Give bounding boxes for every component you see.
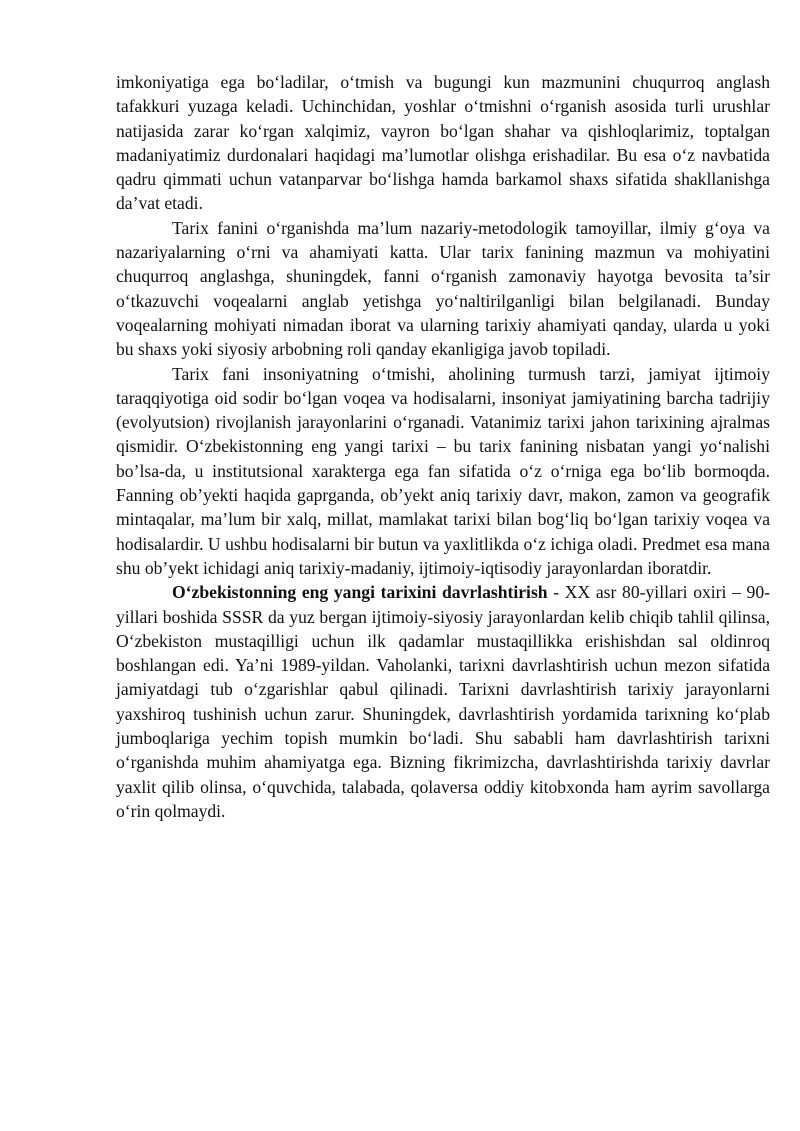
document-page [116, 70, 770, 823]
paragraph-periodization [116, 580, 770, 823]
paragraph-subject: Tarix fani insoniyatning o‘tmishi, aholining turmush tarzi, jamiyat ijtimoiy taraqqiyotiga oid sodir bo‘lgan voqea va hodisalarni, insoniyat jamiyatining barcha tadrijiy (evolyutsion) rivojlanish jarayonlarini o‘rganadi. Vatanimiz tarixi jahon tarixining ajralmas qismidir. O‘zbekistonning eng yangi tarixi – bu tarix fanining nisbatan yangi yo‘nalishi bo’lsa-da, u institutsional xarakterga ega fan sifatida o‘z o‘rniga ega bo‘lib bormoqda. Fanning ob’yekti haqida gaprganda, ob’yekt aniq tarixiy davr, makon, zamon va geografik mintaqalar, ma’lum bir xalq, millat, mamlakat tarixi bilan bog‘liq bo‘lgan tarixiy voqea va hodisalardir. U ushbu hodisalarni bir butun va yaxlitlikda o‘z ichiga oladi. Predmet esa mana shu ob’yekt ichidagi aniq tarixiy-madaniy, ijtimoiy-iqtisodiy jarayonlardan iboratdir. [116, 363, 770, 578]
paragraph-continuation: imkoniyatiga ega bo‘ladilar, o‘tmish va bugungi kun mazmunini chuqurroq anglash tafakkuri yuzaga keladi. Uchinchidan, yoshlar o‘tmishni o‘rganish asosida turli urushlar natijasida zarar ko‘rgan xalqimiz, vayron bo‘lgan shahar va qishloqlarimiz, toptalgan madaniyatimiz durdonalari haqidagi ma’lumotlar olishga erishadilar. Bu esa o‘z navbatida qadru qimmati uchun vatanparvar bo‘lishga hamda barkamol shaxs sifatida shakllanishga da’vat etadi. [116, 72, 770, 214]
bold-term: O‘zbekistonning eng yangi tarixini davrlashtirish [172, 582, 548, 603]
paragraph-periodization-text: - XX asr 80-yillari oxiri – 90- yillari boshida SSSR da yuz bergan ijtimoiy-siyosiy jarayonlardan kelib chiqib tahlil qilinsa, O‘zbekiston mustaqilligi uchun ilk qadamlar mustaqillikka erishishdan sal oldinroq boshlangan edi. Ya’ni 1989-yildan. Vaholanki, tarixni davrlashtirish uchun mezon sifatida jamiyatdagi tub o‘zgarishlar qabul qilinadi. Tarixni davrlashtirish tarixiy jarayonlarni yaxshiroq tushinish uchun zarur. Shuningdek, davrlashtirish yordamida tarixning ko‘plab jumboqlariga yechim topish mumkin bo‘ladi. Shu sababli ham davrlashtirish tarixni o‘rganishda muhim ahamiyatga ega. Bizning fikrimizcha, davrlashtirishda tarixiy davrlar yaxlit qilib olinsa, o‘quvchida, talabada, qolaversa oddiy kitobxonda ham ayrim savollarga o‘rin qolmaydi. [116, 582, 771, 821]
paragraph-methodology: Tarix fanini o‘rganishda ma’lum nazariy-metodologik tamoyillar, ilmiy g‘oya va nazariyalarning o‘rni va ahamiyati katta. Ular tarix fanining mazmun va mohiyatini chuqurroq anglashga, shuningdek, fanni o‘rganish zamonaviy hayotga bevosita ta’sir o‘tkazuvchi voqealarni anglab yetishga yo‘naltirilganligi bilan belgilanadi. Bunday voqealarning mohiyati nimadan iborat va ularning tarixiy ahamiyati qanday, ularda u yoki bu shaxs yoki siyosiy arbobning roli qanday ekanligiga javob topiladi. [116, 217, 770, 360]
